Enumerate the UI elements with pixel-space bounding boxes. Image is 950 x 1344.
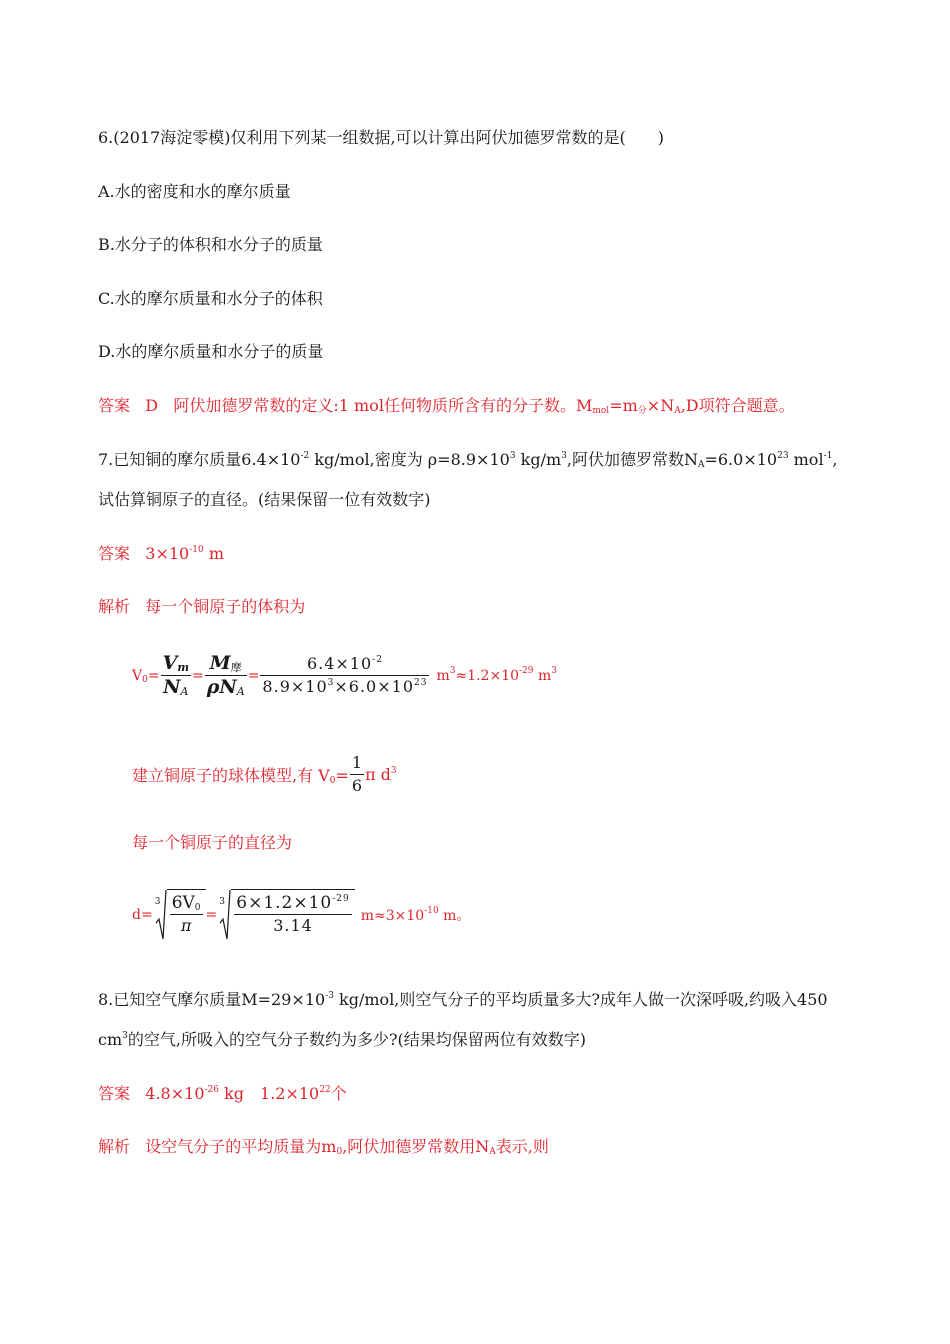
answer-value: D	[145, 396, 159, 415]
q7-exp: -1	[823, 451, 833, 461]
analysis-label: 解析	[98, 597, 131, 616]
eq2-lhs: d=	[132, 907, 153, 923]
analysis-text: 设空气分子的平均质量为m	[145, 1137, 337, 1156]
answer-value: 3×10	[145, 544, 190, 563]
answer-unit: m	[203, 544, 224, 563]
eq1-lhs: $V_0=$	[132, 667, 160, 685]
analysis-text: ,阿伏加德罗常数用N	[342, 1137, 490, 1156]
sub-mol: mol	[592, 406, 610, 416]
fraction-numeric: $\frac{6.4\times 10^{-2}}{8.9\times 10^3\times 6.0\times 10^{23}}$	[262, 654, 428, 696]
diameter-text: 每一个铜原子的直径为	[132, 833, 293, 852]
answer-value: 4.8×10	[145, 1084, 205, 1103]
sub-a: A	[674, 406, 681, 416]
analysis-text: 每一个铜原子的体积为	[145, 597, 306, 616]
q8-stem-line1	[98, 990, 828, 1010]
q6-stem: 6.(2017海淀零模)仅利用下列某一组数据,可以计算出阿伏加德罗常数的是( )	[98, 128, 665, 147]
q7-sub: A	[697, 460, 705, 470]
q7-text-c: kg/m	[515, 450, 562, 469]
fraction-one-sixth: $\frac{1}{6}$	[351, 753, 363, 795]
fraction-m-rho-na: $\frac{M_摩}{\rho N_A}$	[206, 652, 245, 698]
q7-text-d: ,阿伏加德罗常数N	[566, 450, 698, 469]
analysis-sub: A	[489, 1147, 496, 1157]
q8-analysis	[98, 1137, 549, 1157]
equation-volume	[132, 652, 557, 699]
eq-sign: =	[205, 907, 218, 923]
answer-tail: ,D项符合题意。	[680, 396, 795, 415]
q8-exp: 3	[122, 1031, 128, 1041]
q8-text-a: 8.已知空气摩尔质量M=29×10	[98, 990, 326, 1009]
answer-value: kg 1.2×10	[219, 1084, 320, 1103]
eq-sign: =	[191, 667, 204, 684]
q6-option-a: A.水的密度和水的摩尔质量	[98, 182, 291, 201]
analysis-label: 解析	[98, 1137, 131, 1156]
q7-stem-line1	[98, 450, 837, 470]
q7-text-b: kg/mol,密度为 ρ=8.9×10	[309, 450, 510, 469]
answer-label: 答案	[98, 544, 131, 563]
eq-sign: =	[247, 667, 260, 684]
q7-text-a: 7.已知铜的摩尔质量6.4×10	[98, 450, 301, 469]
q8-text-b: kg/mol,则空气分子的平均质量多大?成年人做一次深呼吸,约吸入450	[333, 990, 828, 1009]
q7-text-e: =6.0×10	[704, 450, 778, 469]
cube-root: 3 $\frac{6\times 1.2\times 10^{-29}}{3.14}$	[219, 889, 354, 941]
model-tail: π $d^3$	[365, 765, 397, 784]
cube-root: 3 $\frac{6V_0}{\pi}$	[155, 889, 206, 941]
answer-exp: -10	[189, 545, 204, 555]
analysis-text: 表示,则	[495, 1137, 549, 1156]
answer-times: ×N	[646, 396, 675, 415]
q8-text-c: cm	[98, 1030, 123, 1049]
answer-eq: =m	[609, 396, 638, 415]
q6-answer	[98, 396, 795, 416]
sphere-model-line	[132, 752, 397, 797]
q7-exp: -2	[300, 451, 310, 461]
equation-diameter	[132, 889, 470, 941]
q7-text-f: mol	[788, 450, 824, 469]
q6-option-d: D.水的摩尔质量和水分子的质量	[98, 342, 324, 361]
sub-fen: 分	[637, 406, 647, 416]
q8-stem-line2	[98, 1030, 586, 1050]
q7-exp: 3	[561, 451, 567, 461]
q7-exp: 3	[509, 451, 516, 461]
q6-option-b: B.水分子的体积和水分子的质量	[98, 235, 323, 254]
answer-label: 答案	[98, 1084, 131, 1103]
answer-exp: -26	[204, 1085, 219, 1095]
q6-option-c: C.水的摩尔质量和水分子的体积	[98, 289, 323, 308]
q7-answer	[98, 544, 224, 564]
answer-exp: 22	[319, 1085, 331, 1095]
q7-text-g: ,	[832, 450, 838, 469]
answer-label: 答案	[98, 396, 131, 415]
analysis-sub: 0	[336, 1147, 343, 1157]
answer-unit: 个	[330, 1084, 347, 1103]
q8-answer	[98, 1084, 347, 1104]
q8-text-d: 的空气,所吸入的空气分子数约为多少?(结果均保留两位有效数字)	[127, 1030, 587, 1049]
q7-exp: 23	[777, 451, 789, 461]
model-text: 建立铜原子的球体模型,有 $V_0=$	[132, 766, 349, 786]
eq2-result: $m\approx 3\times 10^{-10}$ m。	[360, 906, 471, 924]
q7-stem-line2: 试估算铜原子的直径。(结果保留一位有效数字)	[98, 490, 431, 509]
q8-exp: -3	[325, 991, 334, 1001]
fraction-vm-na: $\frac{V_m}{N_A}$	[162, 652, 189, 698]
eq1-result: $m^3\approx 1.2\times 10^{-29}$ $m^3$	[436, 665, 557, 684]
answer-text: 阿伏加德罗常数的定义:1 mol任何物质所含有的分子数。M	[173, 396, 593, 415]
q7-analysis	[98, 597, 305, 617]
